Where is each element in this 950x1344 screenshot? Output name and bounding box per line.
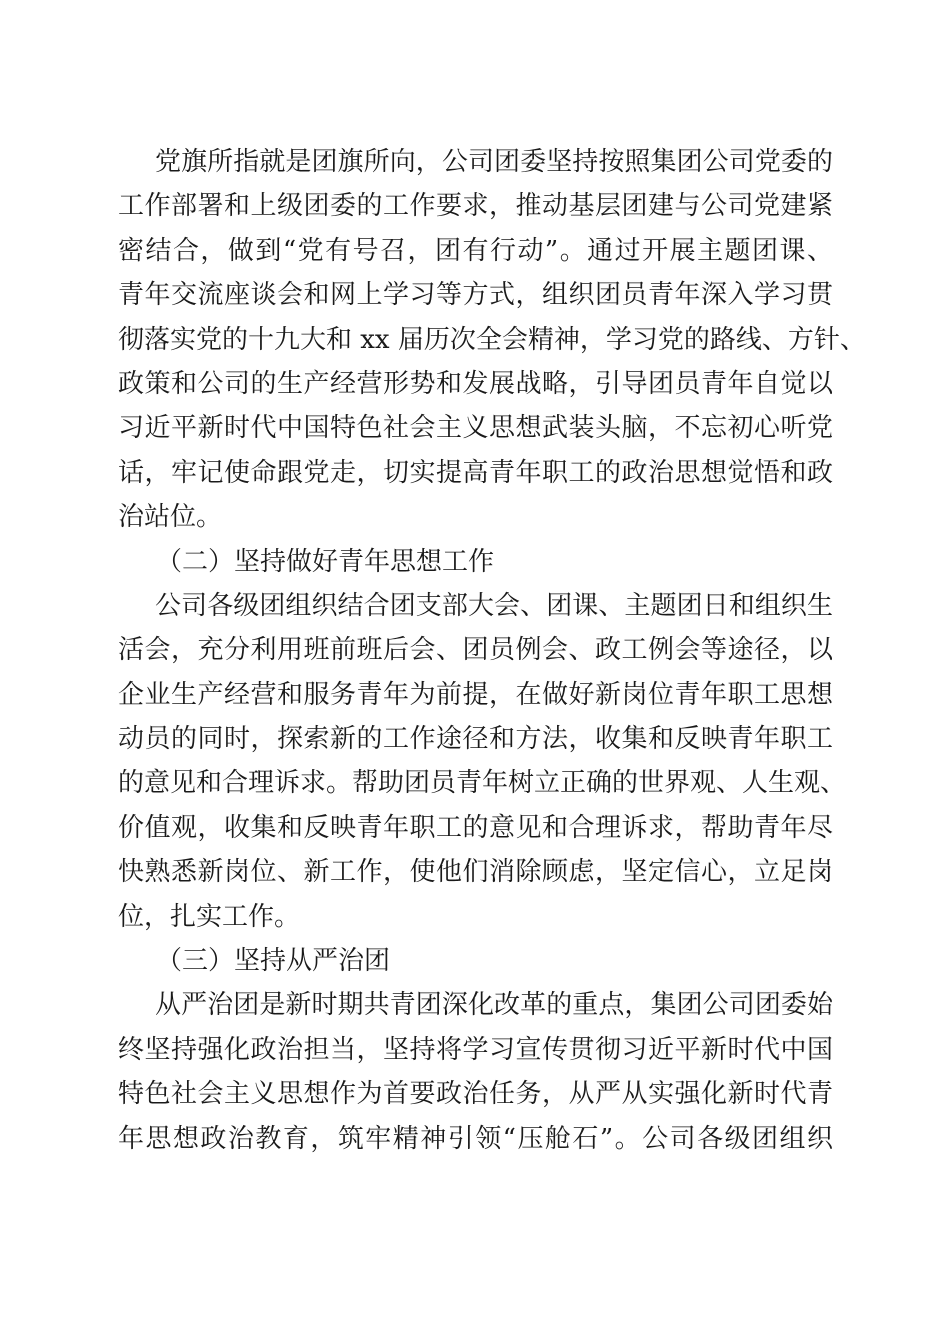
paragraph-line: 习近平新时代中国特色社会主义思想武装头脑，不忘初心听党 (118, 413, 833, 444)
paragraph-line: 快熟悉新岗位、新工作，使他们消除顾虑，坚定信心，立足岗 (118, 857, 833, 888)
document-body (118, 140, 866, 1161)
paragraph-line: 工作部署和上级团委的工作要求，推动基层团建与公司党建紧 (118, 191, 833, 222)
section-heading-2: （二）坚持做好青年思想工作 (156, 546, 495, 577)
paragraph-line: 价值观，收集和反映青年职工的意见和合理诉求，帮助青年尽 (118, 812, 833, 843)
paragraph-line: 公司各级团组织结合团支部大会、团课、主题团日和组织生 (155, 590, 833, 621)
paragraph-line: 的意见和合理诉求。帮助团员青年树立正确的世界观、人生观、 (118, 768, 847, 799)
paragraph-line: 治站位。 (118, 502, 223, 533)
paragraph-line: 特色社会主义思想作为首要政治任务，从严从实强化新时代青 (118, 1079, 833, 1110)
paragraph-line: 企业生产经营和服务青年为前提，在做好新岗位青年职工思想 (118, 679, 833, 710)
paragraph-line: 动员的同时，探索新的工作途径和方法，收集和反映青年职工 (118, 724, 833, 755)
paragraph-line: 青年交流座谈会和网上学习等方式，组织团员青年深入学习贯 (118, 280, 833, 311)
paragraph-2 (118, 584, 847, 939)
paragraph-line: 从严治团是新时期共青团深化改革的重点，集团公司团委始 (155, 990, 833, 1021)
paragraph-line: 彻落实党的十九大和 xx 届历次全会精神，学习党的路线、方针、 (118, 324, 866, 355)
paragraph-line: 终坚持强化政治担当，坚持将学习宣传贯彻习近平新时代中国 (118, 1034, 833, 1065)
paragraph-line: 位，扎实工作。 (118, 901, 301, 932)
paragraph-line: 密结合，做到“党有号召，团有行动”。通过开展主题团课、 (118, 235, 833, 266)
section-heading-3: （三）坚持从严治团 (156, 946, 391, 977)
paragraph-line: 政策和公司的生产经营形势和发展战略，引导团员青年自觉以 (118, 368, 833, 399)
paragraph-line: 话，牢记使命跟党走，切实提高青年职工的政治思想觉悟和政 (118, 457, 833, 488)
paragraph-line: 活会，充分利用班前班后会、团员例会、政工例会等途径，以 (118, 635, 833, 666)
paragraph-line: 年思想政治教育，筑牢精神引领“压舱石”。公司各级团组织 (118, 1123, 833, 1154)
paragraph-line: 党旗所指就是团旗所向，公司团委坚持按照集团公司党委的 (155, 147, 833, 177)
paragraph-3 (118, 983, 833, 1161)
paragraph-1 (118, 140, 866, 540)
